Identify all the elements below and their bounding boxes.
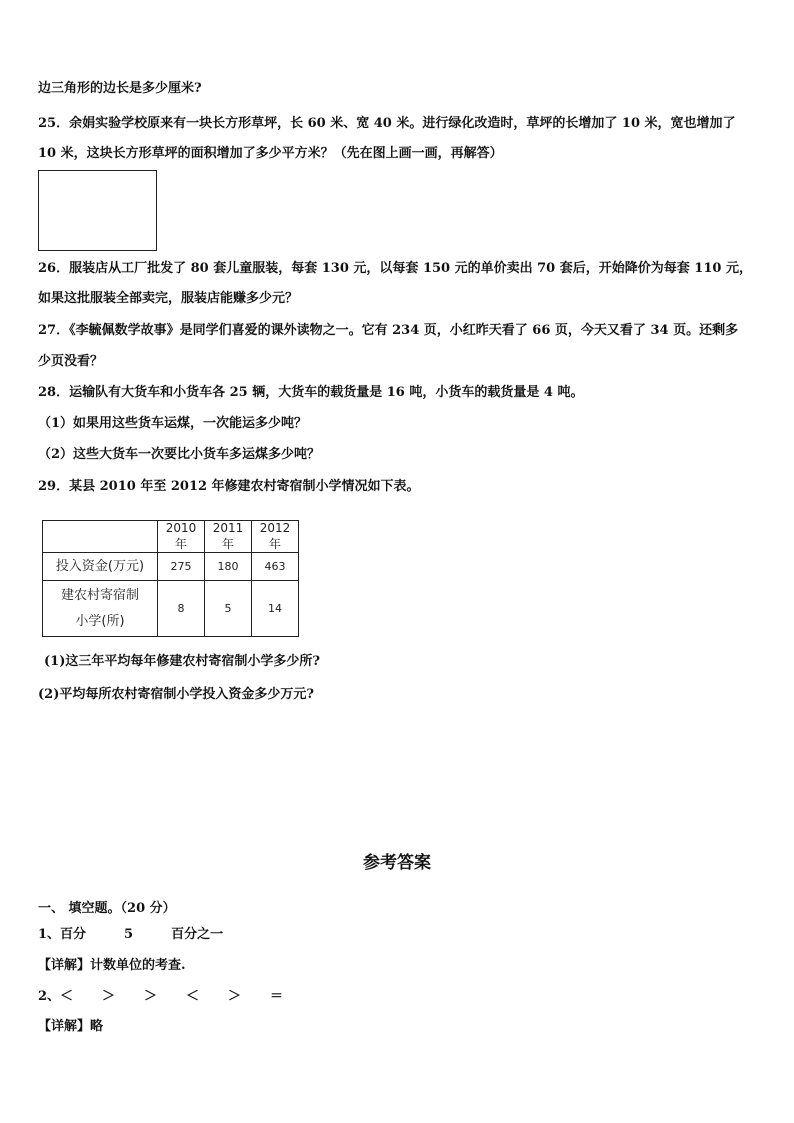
table-cell: 275: [158, 553, 205, 581]
answers-section-heading: 一、 填空题。（20 分）: [38, 901, 176, 916]
table-row-label: [43, 581, 158, 637]
answer-1: [38, 926, 756, 944]
drawing-rectangle: [38, 170, 157, 251]
answer-2-num: 2、: [38, 989, 61, 1004]
table-cell: 180: [205, 553, 252, 581]
table-row-label: 投入资金(万元): [43, 553, 158, 581]
question-28-part2: （2）这些大货车一次要比小货车多运煤多少吨？: [38, 447, 321, 462]
table-cell: 14: [252, 581, 299, 637]
text-line: 边三角形的边长是多少厘米?: [38, 81, 202, 96]
answer-2-symbol: ＜: [186, 989, 200, 1004]
table-row-label-line2: 小学(所): [75, 613, 125, 629]
table-header-cell: 2012 年: [252, 521, 299, 553]
answer-1-c: 百分之一: [171, 927, 224, 942]
table-header-cell: 2010 年: [158, 521, 205, 553]
answer-2-symbol: ＝: [270, 989, 284, 1004]
question-25-line1: 25．余娟实验学校原来有一块长方形草坪，长 60 米、宽 40 米。进行绿化改造时，草坪的长增加了 10 米，宽也增加了: [38, 116, 736, 131]
table-row-label-line1: 建农村寄宿制: [60, 587, 139, 603]
answer-1-a: 1、百分: [38, 927, 87, 942]
question-29-part1: (1)这三年平均每年修建农村寄宿制小学多少所?: [44, 654, 320, 669]
question-29: 29．某县 2010 年至 2012 年修建农村寄宿制小学情况如下表。: [38, 479, 420, 494]
question-26-line1: 26．服装店从工厂批发了 80 套儿童服装，每套 130 元，以每套 150 元的单价卖出 70 套后，开始降价为每套 110 元，: [38, 261, 752, 276]
answer-2-symbol: ＞: [228, 989, 242, 1004]
table-cell: 463: [252, 553, 299, 581]
table-corner-cell: [43, 521, 158, 553]
question-27-line2: 少页没看？: [38, 354, 104, 369]
table-cell: 5: [205, 581, 252, 637]
question-29-part2: (2)平均每所农村寄宿制小学投入资金多少万元?: [38, 687, 314, 702]
answer-1-b: 5: [124, 927, 134, 942]
answers-title: 参考答案: [363, 853, 431, 873]
question-25-line2: 10 米，这块长方形草坪的面积增加了多少平方米？（先在图上画一画，再解答）: [38, 146, 503, 161]
question-28: 28．运输队有大货车和小货车各 25 辆，大货车的载货量是 16 吨，小货车的载货量是 4 吨。: [38, 385, 584, 400]
answer-2-symbol: ＞: [144, 989, 158, 1004]
answer-2: [38, 988, 756, 1006]
answer-2-detail: 【详解】略: [38, 1019, 104, 1034]
data-table: [42, 520, 299, 637]
question-27-line1: 27．《李毓佩数学故事》是同学们喜爱的课外读物之一。它有 234 页，小红昨天看了 66 页，今天又看了 34 页。还剩多: [38, 323, 739, 338]
question-28-part1: （1）如果用这些货车运煤，一次能运多少吨？: [38, 416, 308, 431]
question-26-line2: 如果这批服装全部卖完，服装店能赚多少元？: [38, 291, 299, 306]
answer-1-detail: 【详解】计数单位的考查.: [38, 958, 186, 973]
table-cell: 8: [158, 581, 205, 637]
answer-2-symbol: ＜: [60, 989, 74, 1004]
table-header-cell: 2011 年: [205, 521, 252, 553]
answer-2-symbol: ＞: [102, 989, 116, 1004]
